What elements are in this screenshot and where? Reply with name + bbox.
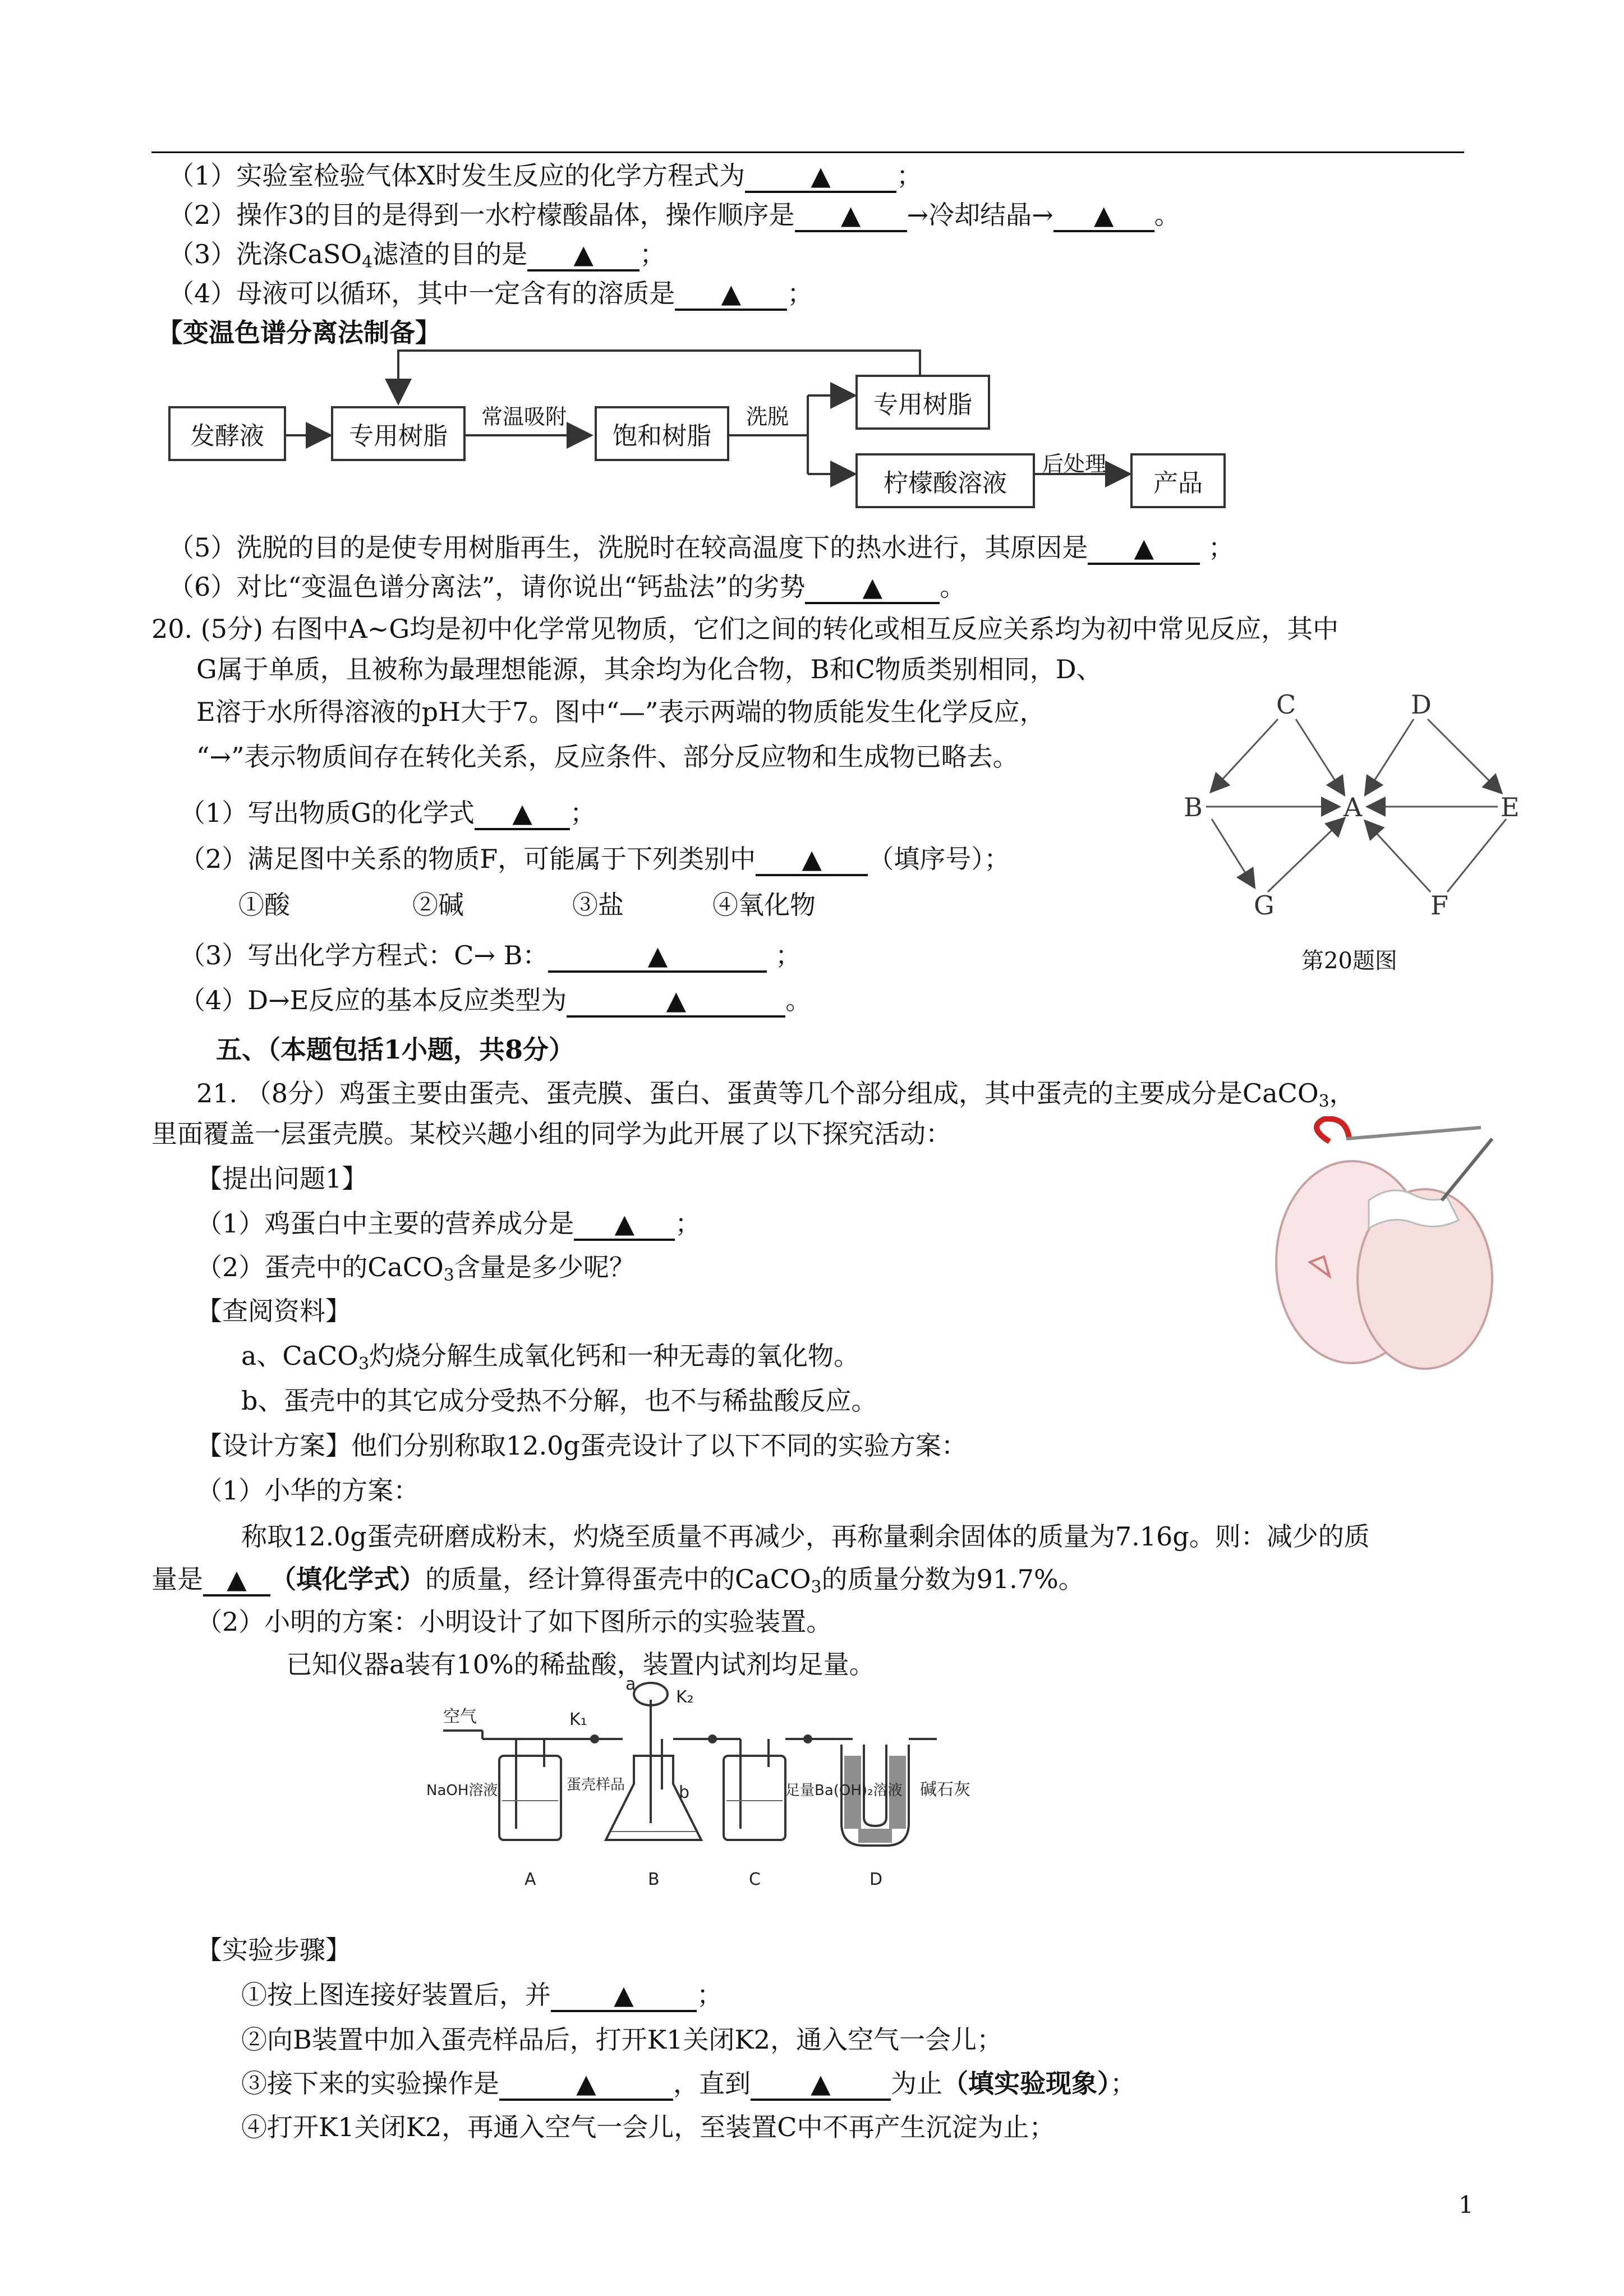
q20-option-acid: ①酸 (238, 890, 290, 920)
q20-line2: G属于单质，且被称为最理想能源，其余均为化合物，B和C物质类别相同，D、 (196, 654, 1102, 684)
answer-blank[interactable]: ▲ (499, 2068, 673, 2101)
q21-design: 【设计方案】他们分别称取12.0g蛋壳设计了以下不同的实验方案： (196, 1430, 967, 1461)
answer-blank[interactable]: ▲ (675, 278, 787, 311)
answer-blank[interactable]: ▲ (751, 2068, 891, 2101)
q20-line4: “→”表示物质间存在转化关系，反应条件、部分反应物和生成物已略去。 (196, 742, 1019, 772)
q20-option-salt: ③盐 (572, 890, 624, 920)
label-D: D (869, 1870, 883, 1889)
flow-box-ferment: 发酵液 (168, 406, 286, 461)
label-B: B (648, 1870, 660, 1889)
answer-blank[interactable]: ▲ (745, 160, 896, 193)
egg-illustration (1257, 1116, 1503, 1374)
answer-blank[interactable]: ▲ (574, 1208, 675, 1241)
label-k2: K₂ (676, 1687, 694, 1707)
q21-steps-heading: 【实验步骤】 (196, 1935, 351, 1965)
q21-plan1-b: 量是 ▲ （填化学式）的质量，经计算得蛋壳中的CaCO$_3$的质量分数为91.7%。 (151, 1564, 1084, 1597)
node-F: F (1430, 890, 1448, 921)
node-C: C (1276, 689, 1296, 720)
flow-box-saturated-resin: 饱和树脂 (595, 406, 729, 461)
q20-line3: E溶于水所得溶液的pH大于7。图中“—”表示两端的物质能发生化学反应， (196, 697, 1046, 727)
flow-box-citric-solution: 柠檬酸溶液 (855, 453, 1035, 508)
section-5-heading: 五、（本题包括1小题，共8分） (216, 1034, 575, 1065)
label-lime: 碱石灰 (920, 1780, 970, 1800)
section-heading-chromatography: 【变温色谱分离法制备】 (157, 318, 441, 348)
node-A: A (1344, 792, 1363, 822)
q21-step4: ④打开K1关闭K2，再通入空气一会儿，至装置C中不再产生沉淀为止； (241, 2112, 1055, 2142)
flow-box-resin-regenerated: 专用树脂 (855, 375, 990, 430)
flow-label-post: 后处理 (1042, 452, 1107, 476)
label-naoh: NaOH溶液 (426, 1782, 498, 1799)
q21-line1: 21. （8分）鸡蛋主要由蛋壳、蛋壳膜、蛋白、蛋黄等几个部分组成，其中蛋壳的主要成分是CaCO$_3$， (196, 1078, 1355, 1111)
answer-blank[interactable]: ▲ (548, 940, 767, 973)
q19-line6: （6）对比“变温色谱分离法”，请你说出“钙盐法”的劣势 ▲ 。 (168, 569, 965, 604)
q21-ref-b: b、蛋壳中的其它成分受热不分解，也不与稀盐酸反应。 (241, 1386, 877, 1416)
q21-plan1: （1）小华的方案： (196, 1475, 420, 1506)
answer-blank[interactable]: ▲ (1088, 532, 1200, 565)
node-B: B (1184, 792, 1203, 822)
page-number: 1 (1459, 2191, 1474, 2219)
q19-line5: （5）洗脱的目的是使专用树脂再生，洗脱时在较高温度下的热水进行，其原因是 ▲ ； (168, 530, 1234, 565)
node-E: E (1501, 792, 1520, 822)
q19-line3: （3）洗涤CaSO$_4$滤渣的目的是 ▲ ； (168, 239, 666, 272)
label-k1: K₁ (569, 1710, 587, 1729)
label-A: A (525, 1870, 536, 1889)
header-rule (151, 151, 1464, 153)
q21-step2: ②向B装置中加入蛋壳样品后，打开K1关闭K2，通入空气一会儿； (241, 2024, 1003, 2055)
q21-ask1: （1）鸡蛋白中主要的营养成分是 ▲ ； (196, 1206, 701, 1241)
flow-label-elute: 洗脱 (746, 404, 789, 429)
label-b: b (679, 1783, 690, 1802)
apparatus-diagram (426, 1677, 1043, 1913)
answer-blank[interactable]: ▲ (527, 239, 640, 272)
q19-line2: （2）操作3的目的是得到一水柠檬酸晶体，操作顺序是 ▲ →冷却结晶→ ▲ 。 (168, 197, 1180, 232)
answer-blank[interactable]: ▲ (795, 200, 907, 232)
q21-plan1-a: 称取12.0g蛋壳研磨成粉末，灼烧至质量不再减少，再称量剩余固体的质量为7.16g。则：减少的质 (241, 1521, 1370, 1552)
answer-blank[interactable]: ▲ (567, 985, 785, 1018)
q21-ask-heading: 【提出问题1】 (196, 1163, 368, 1194)
flow-label-adsorb: 常温吸附 (481, 404, 567, 429)
label-baoh: 足量Ba(OH)₂溶液 (785, 1782, 903, 1799)
q21-plan2: （2）小明的方案：小明设计了如下图所示的实验装置。 (196, 1607, 832, 1637)
q20-line1: 20. (5分) 右图中A~G均是初中化学常见物质，它们之间的转化或相互反应关系均为初中常见反应，其中 (151, 614, 1339, 644)
q21-ref-heading: 【查阅资料】 (196, 1296, 351, 1326)
q21-step3: ③接下来的实验操作是 ▲ ，直到 ▲ 为止（填实验现象）； (241, 2066, 1136, 2101)
q20-sub2: （2）满足图中关系的物质F，可能属于下列类别中 ▲ （填序号）； (180, 841, 1010, 876)
label-sample: 蛋壳样品 (567, 1777, 625, 1793)
answer-blank[interactable]: ▲ (475, 798, 570, 830)
answer-blank[interactable]: ▲ (756, 844, 868, 876)
node-G: G (1254, 890, 1275, 921)
q20-option-base: ②碱 (412, 890, 464, 920)
figure-caption-20: 第20题图 (1301, 948, 1397, 974)
q21-ask2: （2）蛋壳中的CaCO$_3$含量是多少呢？ (196, 1252, 635, 1285)
q21-line2: 里面覆盖一层蛋壳膜。某校兴趣小组的同学为此开展了以下探究活动： (151, 1119, 951, 1149)
q20-sub4: （4）D→E反应的基本反应类型为 ▲ 。 (180, 983, 811, 1018)
flow-box-product: 产品 (1130, 453, 1226, 508)
label-C: C (749, 1870, 761, 1889)
q21-plan2-a: 已知仪器a装有10%的稀盐酸，装置内试剂均足量。 (286, 1649, 875, 1680)
flow-box-resin: 专用树脂 (331, 406, 466, 461)
answer-blank[interactable]: ▲ (203, 1564, 270, 1596)
q19-line4: （4）母液可以循环，其中一定含有的溶质是 ▲ ； (168, 276, 813, 311)
relation-diagram (1184, 684, 1576, 931)
q20-sub1: （1）写出物质G的化学式 ▲ ； (180, 795, 596, 830)
answer-blank[interactable]: ▲ (805, 572, 940, 604)
label-air: 空气 (443, 1707, 477, 1727)
answer-blank[interactable]: ▲ (551, 1980, 697, 2012)
q19-line1: （1）实验室检验气体X时发生反应的化学方程式为 ▲ ； (168, 158, 922, 193)
label-a: a (625, 1677, 636, 1694)
node-D: D (1411, 689, 1432, 720)
q20-option-oxide: ④氧化物 (712, 890, 816, 920)
q21-step1: ①按上图连接好装置后，并 ▲ ； (241, 1977, 723, 2012)
answer-blank[interactable]: ▲ (1053, 200, 1154, 232)
q20-sub3: （3）写出化学方程式：C→ B： ▲ ； (180, 938, 801, 973)
q21-ref-a: a、CaCO$_3$灼烧分解生成氧化钙和一种无毒的氧化物。 (241, 1341, 860, 1374)
